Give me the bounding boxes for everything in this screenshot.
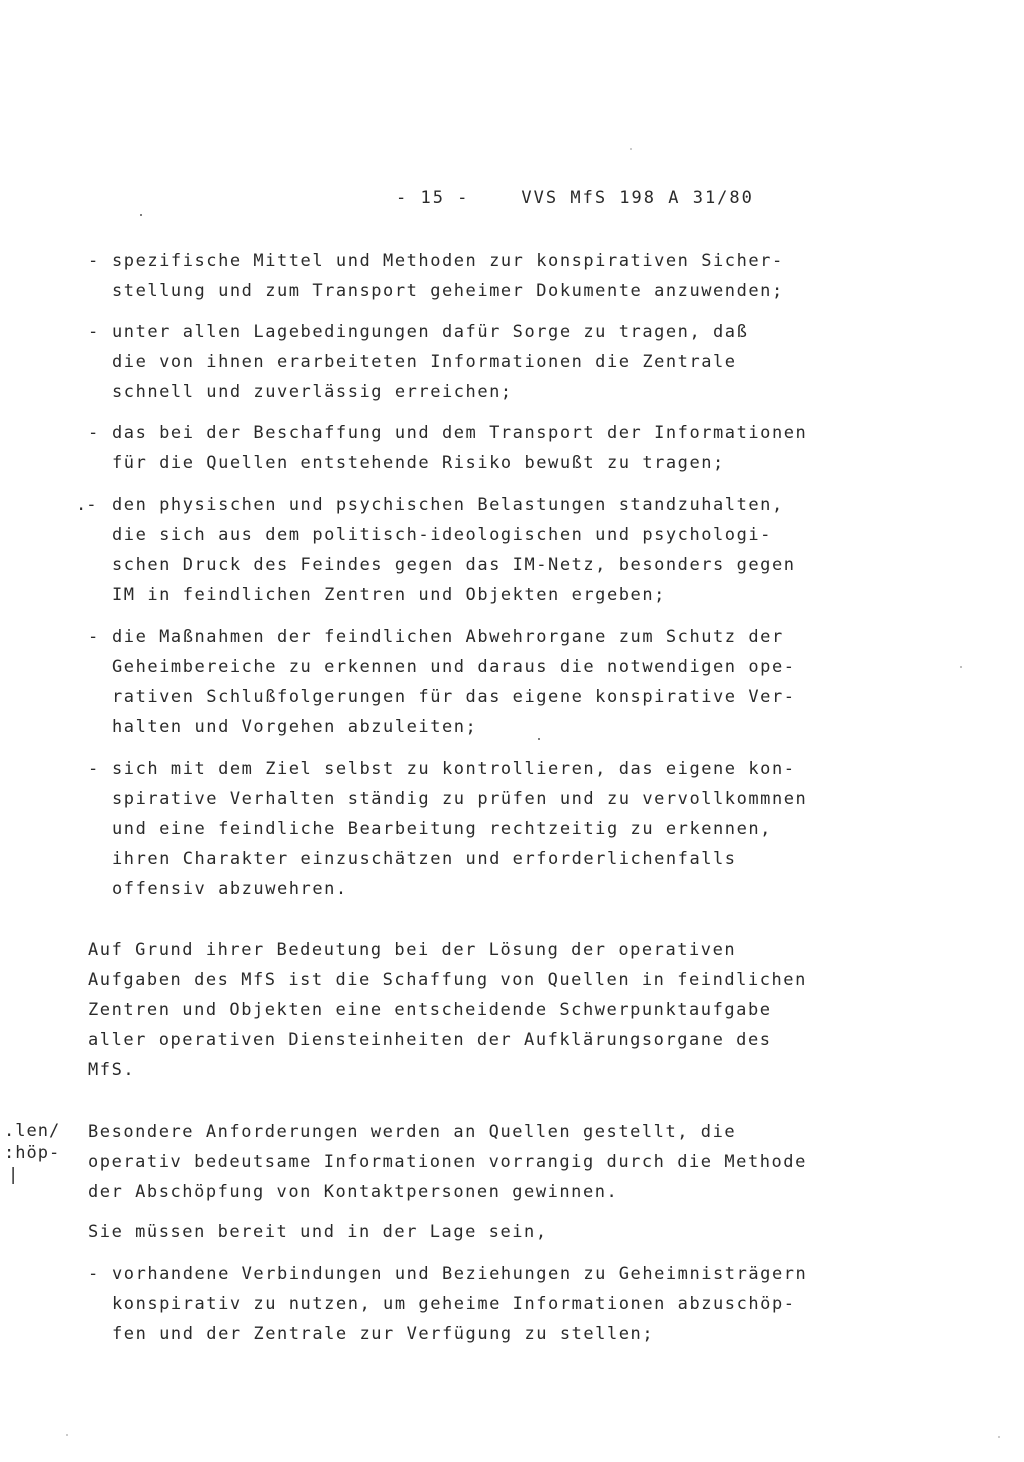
scan-speck: [960, 666, 962, 668]
list-item-line: spirative Verhalten ständig zu prüfen und zu vervollkommnen: [112, 789, 808, 809]
list-bullet: -: [88, 1264, 99, 1284]
list-item-line: offensiv abzuwehren.: [112, 879, 348, 899]
list-bullet: -: [88, 759, 99, 779]
list-item-line: schen Druck des Feindes gegen das IM-Netz, besonders gegen: [112, 555, 796, 575]
list-item-line: IM in feindlichen Zentren und Objekten ergeben;: [112, 585, 666, 605]
scan-speck: [66, 1434, 68, 1436]
list-item-line: ihren Charakter einzuschätzen und erforderlichenfalls: [112, 849, 737, 869]
page-header: [396, 188, 754, 208]
list-item-line: die sich aus dem politisch-ideologischen und psychologi-: [112, 525, 772, 545]
scan-speck: [998, 1436, 1000, 1438]
page-number: - 15 -: [396, 188, 470, 208]
list-item-line: schnell und zuverlässig erreichen;: [112, 382, 513, 402]
list-bullet: -: [88, 322, 99, 342]
margin-note-line: :höp-: [4, 1143, 61, 1163]
paragraph-line: operativ bedeutsame Informationen vorrangig durch die Methode: [88, 1152, 807, 1172]
paragraph-line: Zentren und Objekten eine entscheidende Schwerpunktaufgabe: [88, 1000, 772, 1020]
list-item-line: spezifische Mittel und Methoden zur konspirativen Sicher-: [112, 251, 784, 271]
list-item-line: unter allen Lagebedingungen dafür Sorge zu tragen, daß: [112, 322, 749, 342]
paragraph-line: Aufgaben des MfS ist die Schaffung von Quellen in feindlichen: [88, 970, 807, 990]
list-item-line: halten und Vorgehen abzuleiten;: [112, 717, 478, 737]
paragraph-line: der Abschöpfung von Kontaktpersonen gewinnen.: [88, 1182, 619, 1202]
paragraph-line: aller operativen Diensteinheiten der Aufklärungsorgane des: [88, 1030, 772, 1050]
list-bullet: .-: [76, 495, 97, 515]
list-item-line: die von ihnen erarbeiteten Informationen die Zentrale: [112, 352, 737, 372]
list-item-line: das bei der Beschaffung und dem Transport der Informationen: [112, 423, 808, 443]
list-bullet: -: [88, 423, 99, 443]
list-item-line: rativen Schlußfolgerungen für das eigene konspirative Ver-: [112, 687, 796, 707]
document-reference: VVS MfS 198 A 31/80: [521, 188, 754, 208]
list-item-line: fen und der Zentrale zur Verfügung zu stellen;: [112, 1324, 655, 1344]
list-item-line: konspirativ zu nutzen, um geheime Informationen abzuschöp-: [112, 1294, 796, 1314]
list-bullet: -: [88, 251, 99, 271]
list-item-line: sich mit dem Ziel selbst zu kontrollieren, das eigene kon-: [112, 759, 796, 779]
list-item-line: für die Quellen entstehende Risiko bewußt zu tragen;: [112, 453, 725, 473]
paragraph-line: Auf Grund ihrer Bedeutung bei der Lösung der operativen: [88, 940, 737, 960]
scan-speck: [630, 148, 632, 150]
list-item-line: stellung und zum Transport geheimer Dokumente anzuwenden;: [112, 281, 784, 301]
paragraph-line: Sie müssen bereit und in der Lage sein,: [88, 1222, 548, 1242]
list-item-line: und eine feindliche Bearbeitung rechtzeitig zu erkennen,: [112, 819, 772, 839]
margin-note-line: |: [8, 1165, 20, 1185]
list-bullet: -: [88, 627, 99, 647]
list-item-line: die Maßnahmen der feindlichen Abwehrorgane zum Schutz der: [112, 627, 784, 647]
scan-speck: [538, 738, 540, 740]
list-item-line: vorhandene Verbindungen und Beziehungen zu Geheimnisträgern: [112, 1264, 808, 1284]
paragraph-line: MfS.: [88, 1060, 136, 1080]
list-item-line: den physischen und psychischen Belastungen standzuhalten,: [112, 495, 784, 515]
list-item-line: Geheimbereiche zu erkennen und daraus die notwendigen ope-: [112, 657, 796, 677]
paragraph-line: Besondere Anforderungen werden an Quellen gestellt, die: [88, 1122, 737, 1142]
scan-speck: [140, 214, 142, 216]
margin-note-line: .len/: [4, 1121, 61, 1141]
